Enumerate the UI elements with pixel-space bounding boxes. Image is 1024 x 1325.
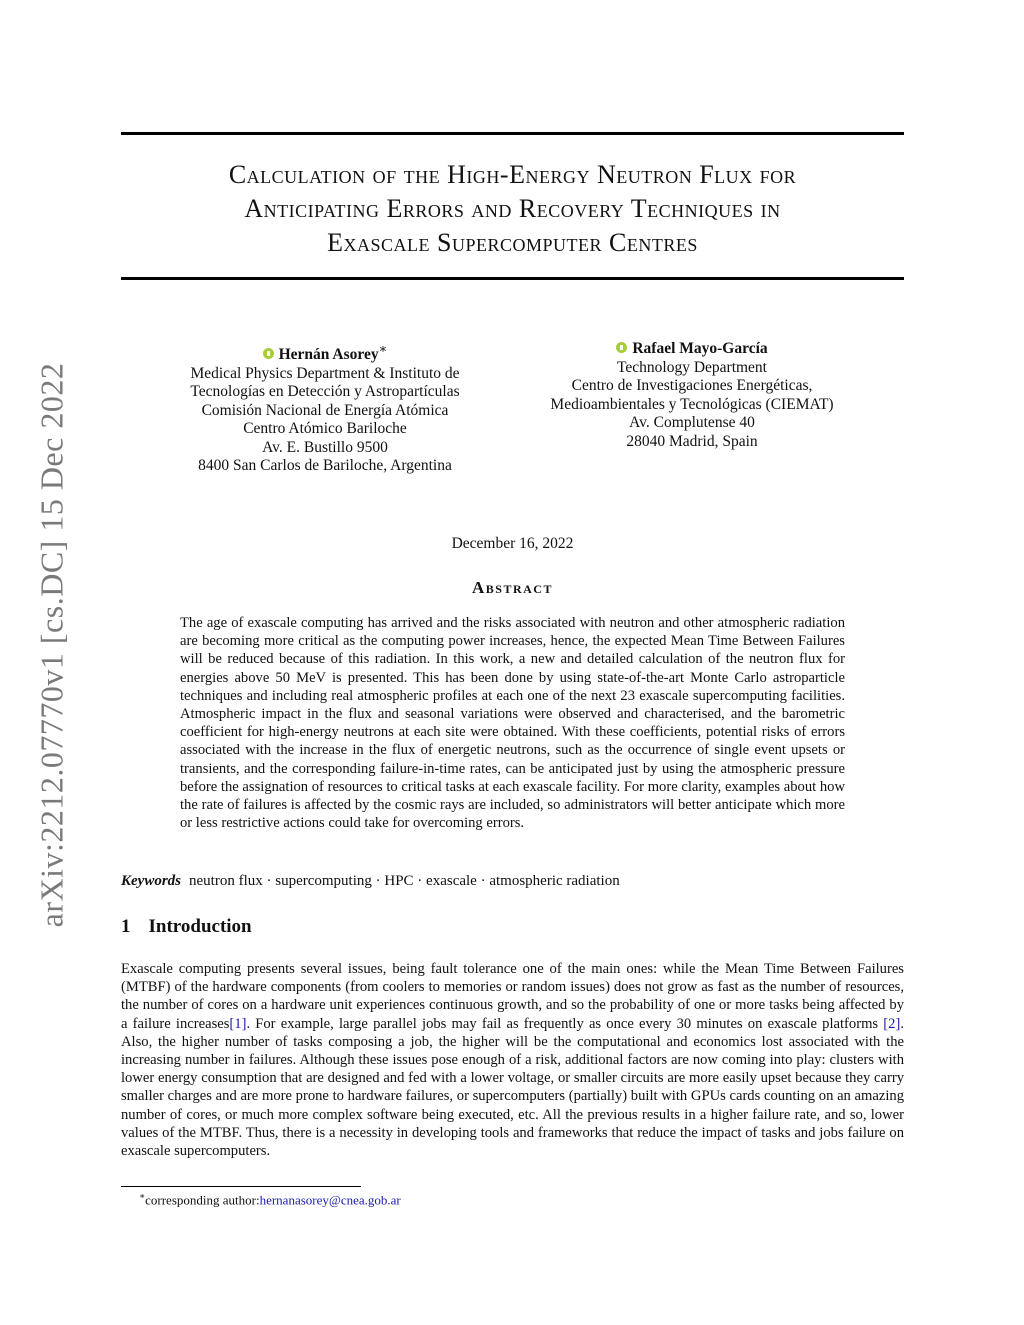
author-name: Rafael Mayo-García — [632, 340, 768, 357]
citation-link[interactable]: [1] — [229, 1015, 247, 1032]
paper-title — [121, 158, 904, 260]
keywords-label: Keywords — [121, 873, 181, 889]
author-block-2 — [517, 340, 867, 451]
affiliation-line: 28040 Madrid, Spain — [626, 432, 758, 450]
citation-link[interactable]: [2] — [883, 1015, 901, 1032]
footnote-rule — [121, 1186, 361, 1187]
affiliation-line: 8400 San Carlos de Bariloche, Argentina — [198, 457, 452, 475]
title-line-1: Calculation of the High-Energy Neutron Flux for — [228, 160, 797, 189]
section-heading — [121, 916, 252, 938]
intro-text: Exascale computing presents several issues, being fault tolerance one of the main ones: while the Mean Time Between Failures (MTBF) of the hardware components (from coolers to memories or random issues) does not grow as fast as the number of resources, the number of cores on a hardware unit experiences continuous growth, and so the probability of one or more tasks being affected by a failure increases — [121, 961, 904, 1032]
affiliation-line: Comisión Nacional de Energía Atómica — [201, 401, 449, 419]
affiliation-line: Technology Department — [617, 358, 767, 376]
footnote — [139, 1191, 401, 1208]
affiliation-line: Medioambientales y Tecnológicas (CIEMAT) — [550, 395, 834, 413]
footnote-label: corresponding author: — [145, 1192, 260, 1208]
affiliation-line: Tecnologías en Detección y Astropartículas — [190, 383, 460, 401]
affiliation-line: Medical Physics Department & Instituto de — [190, 364, 460, 382]
intro-text: . Also, the higher number of tasks composing a job, the higher will be the computational and economics lost associated with the increasing number in failures. Although these issues pose enough of a risk, additional factors are now coming into play: clusters with lower energy consumption that are designed and fed with a lower voltage, or smaller circuits are more easily upset because they carry smaller charges and are more prone to hardware failures, or supercomputers (partially) built with GPUs cards counting on an amazing number of cores, or much more complex software being executed, etc. All the previous results in a higher failure rate, and so, lower values of the MTBF. Thus, there is a necessity in developing tools and frameworks that reduce the impact of tasks and jobs failure on exascale supercomputers. — [121, 1015, 904, 1160]
title-rule-top — [121, 132, 904, 135]
abstract-text: The age of exascale computing has arrived and the risks associated with neutron and other atmospheric radiation are becoming more critical as the computing power increases, hence, the expected Mean Time Between Failures will be reduced because of this radiation. In this work, a new and detailed calculation of the neutron flux for energies above 50 MeV is presented. This has been done by using state-of-the-art Monte Carlo astroparticle techniques and including real atmospheric profiles at each one of the next 23 exascale supercomputing facilities. Atmospheric impact in the flux and seasonal variations were observed and characterised, and the barometric coefficient for high-energy neutrons at each site were obtained. With these coefficients, potential risks of errors associated with the increase in the flux of energetic neutrons, such as the occurrence of single event upsets or transients, and the corresponding failure-in-time rates, can be anticipated just by using the atmospheric pressure before the assignation of resources to critical tasks at each exascale facility. For more clarity, examples about how the rate of failures is affected by the cosmic rays are included, so administrators will better anticipate which more or less restrictive actions could take for overcoming errors. — [180, 615, 845, 832]
abstract-heading: Abstract — [472, 578, 553, 597]
keywords-list: neutron flux · supercomputing · HPC · exascale · atmospheric radiation — [189, 873, 620, 889]
keywords — [121, 873, 904, 890]
intro-paragraph — [121, 960, 904, 1160]
corresponding-marker: ∗ — [378, 341, 388, 356]
author-name: Hernán Asorey — [278, 346, 379, 364]
arxiv-identifier: arXiv:2212.07770v1 [cs.DC] 15 Dec 2022 — [33, 362, 70, 928]
affiliation-line: Av. Complutense 40 — [629, 414, 755, 431]
title-rule-bottom — [121, 277, 904, 280]
publication-date: December 16, 2022 — [451, 535, 574, 552]
author-email-link[interactable]: hernanasorey@cnea.gob.ar — [259, 1192, 401, 1208]
title-line-3: Exascale Supercomputer Centres — [327, 228, 698, 257]
orcid-icon[interactable] — [616, 342, 627, 353]
author-block-1 — [150, 340, 500, 476]
section-title: Introduction — [148, 916, 252, 937]
intro-text: . For example, large parallel jobs may fail as frequently as once every 30 minutes on exascale platforms — [246, 1015, 879, 1032]
section-number: 1 — [121, 916, 131, 937]
affiliation-line: Centro de Investigaciones Energéticas, — [571, 377, 813, 394]
title-line-2: Anticipating Errors and Recovery Techniques in — [244, 194, 781, 223]
affiliation-line: Centro Atómico Bariloche — [243, 420, 407, 438]
affiliation-line: Av. E. Bustillo 9500 — [262, 438, 388, 456]
orcid-icon[interactable] — [263, 348, 274, 359]
footnote-marker: ∗ — [139, 1191, 146, 1201]
